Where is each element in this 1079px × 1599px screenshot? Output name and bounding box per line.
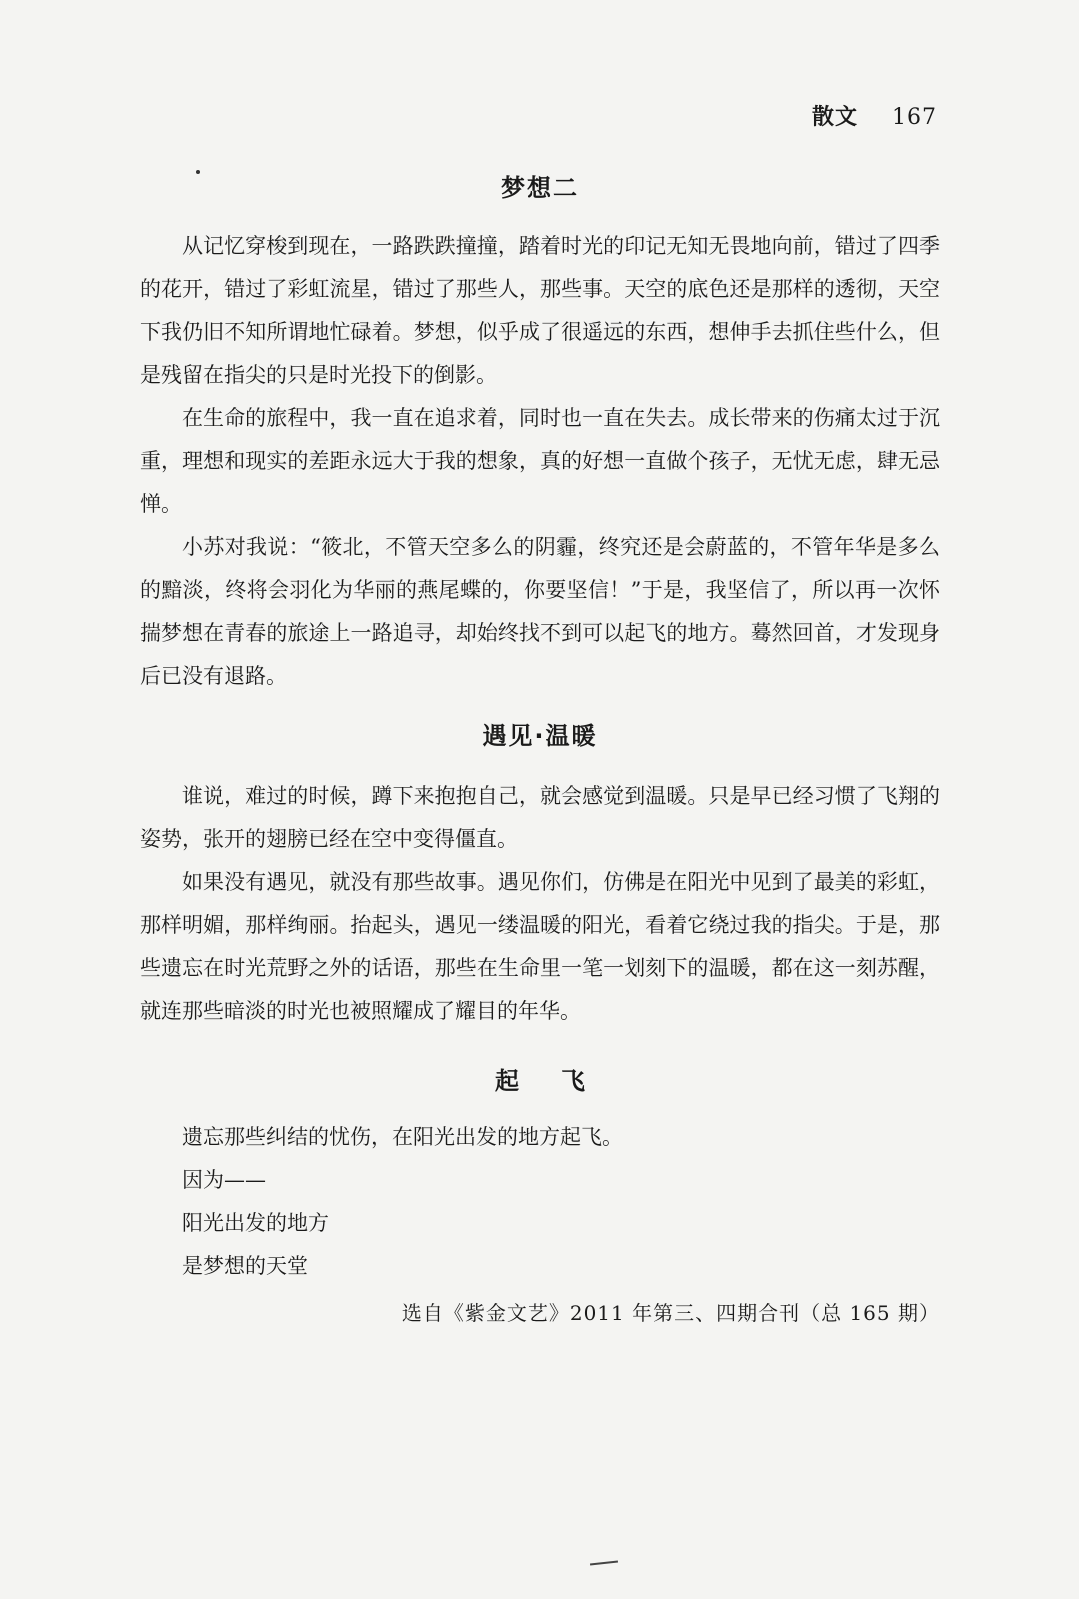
running-header — [812, 100, 937, 131]
verse-line: 是梦想的天堂 — [182, 1254, 308, 1278]
scan-mark — [590, 1561, 618, 1566]
article-body — [140, 160, 940, 1335]
paragraph: 从记忆穿梭到现在，一路跌跌撞撞，踏着时光的印记无知无畏地向前，错过了四季的花开，错过了彩虹流星，错过了那些人，那些事。天空的底色还是那样的透彻，天空下我仍旧不知所谓地忙碌着。梦想，似乎成了很遥远的东西，想伸手去抓住些什么，但是残留在指尖的只是时光投下的倒影。 — [140, 234, 940, 387]
section-title-take-off: 起飞 — [495, 1067, 627, 1095]
paragraph: 如果没有遇见，就没有那些故事。遇见你们，仿佛是在阳光中见到了最美的彩虹，那样明媚，那样绚丽。抬起头，遇见一缕温暖的阳光，看着它绕过我的指尖。于是，那些遗忘在时光荒野之外的话语，那些在生命里一笔一划刻下的温暖，都在这一刻苏醒，就连那些暗淡的时光也被照耀成了耀目的年华。 — [140, 870, 940, 1023]
page-number: 167 — [892, 105, 937, 130]
source-citation: 选自《紫金文艺》2011 年第三、四期合刊（总 165 期） — [401, 1301, 940, 1325]
verse-line: 遗忘那些纠结的忧伤，在阳光出发的地方起飞。 — [182, 1125, 623, 1149]
paragraph: 谁说，难过的时候，蹲下来抱抱自己，就会感觉到温暖。只是早已经习惯了飞翔的姿势，张开的翅膀已经在空中变得僵直。 — [140, 784, 940, 851]
verse-block — [140, 1116, 940, 1288]
verse-line: 因为—— — [182, 1168, 266, 1192]
paragraph: 在生命的旅程中，我一直在追求着，同时也一直在失去。成长带来的伤痛太过于沉重，理想和现实的差距永远大于我的想象，真的好想一直做个孩子，无忧无虑，肆无忌惮。 — [140, 406, 940, 516]
paragraph: 小苏对我说：“筱北，不管天空多么的阴霾，终究还是会蔚蓝的，不管年华是多么的黯淡，终将会羽化为华丽的燕尾蝶的，你要坚信！”于是，我坚信了，所以再一次怀揣梦想在青春的旅途上一路追寻，却始终找不到可以起飞的地方。蓦然回首，才发现身后已没有退路。 — [140, 535, 940, 688]
verse-line: 阳光出发的地方 — [182, 1211, 329, 1235]
section-title-dream-two: 梦想二 — [501, 174, 579, 202]
section-title-meet-warmth: 遇见·温暖 — [482, 722, 598, 750]
section-label: 散文 — [811, 105, 858, 130]
